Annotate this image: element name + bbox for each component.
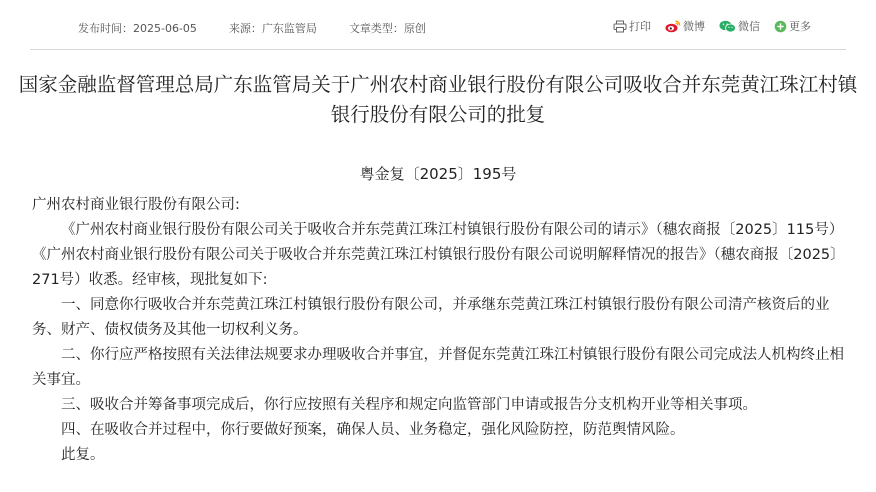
weibo-share-button[interactable] — [665, 18, 705, 34]
wechat-label: 微信 — [738, 20, 760, 33]
share-toolbar — [613, 18, 825, 34]
source-label: 来源： — [228, 22, 262, 35]
closing: 此复。 — [61, 447, 105, 463]
print-label: 打印 — [629, 20, 651, 33]
document-number: 粤金复〔2025〕195号 — [359, 165, 517, 183]
publish-time — [78, 20, 197, 36]
publish-time-label: 发布时间： — [78, 22, 133, 35]
plus-circle-icon — [774, 20, 787, 33]
weibo-icon — [665, 20, 681, 33]
source-value: 广东监管局 — [261, 22, 317, 35]
wechat-share-button[interactable] — [719, 18, 760, 34]
wechat-icon — [719, 20, 736, 33]
printer-icon — [613, 20, 627, 33]
addressee: 广州农村商业银行股份有限公司: — [32, 197, 240, 213]
meta-info — [78, 20, 458, 36]
publish-time-value: 2025-06-05 — [133, 22, 197, 35]
article-meta-bar — [0, 0, 876, 50]
more-label: 更多 — [789, 20, 811, 33]
paragraph: 四、在吸收合并过程中，你行要做好预案，确保人员、业务稳定，强化风险防控，防范舆情风险。 — [61, 422, 685, 438]
source — [229, 20, 317, 36]
paragraph: 《广州农村商业银行股份有限公司关于吸收合并东莞黄江珠江村镇银行股份有限公司的请示》（穗农商报〔2025〕115号）《广州农村商业银行股份有限公司关于吸收合并东莞黄江珠江村镇银行股份有限公司说明解释情况的报告》（穗农商报〔2025〕271号）收悉。经审核，现批复如下: — [32, 222, 845, 288]
weibo-label: 微博 — [683, 20, 705, 33]
article-title: 国家金融监督管理总局广东监管局关于广州农村商业银行股份有限公司吸收合并东莞黄江珠江村镇银行股份有限公司的批复 — [18, 73, 858, 126]
article-type-value: 原创 — [403, 22, 426, 35]
article-type-label: 文章类型： — [348, 22, 404, 35]
article-type — [349, 20, 426, 36]
article-body — [32, 193, 848, 468]
paragraph: 一、同意你行吸收合并东莞黄江珠江村镇银行股份有限公司，并承继东莞黄江珠江村镇银行股份有限公司清产核资后的业务、财产、债权债务及其他一切权利义务。 — [32, 297, 830, 338]
more-share-button[interactable] — [774, 18, 811, 34]
paragraph: 三、吸收合并筹备事项完成后，你行应按照有关程序和规定向监管部门申请或报告分支机构开业等相关事项。 — [61, 397, 757, 413]
paragraph: 二、你行应严格按照有关法律法规要求办理吸收合并事宜，并督促东莞黄江珠江村镇银行股份有限公司完成法人机构终止相关事宜。 — [32, 347, 844, 388]
print-button[interactable] — [613, 18, 651, 34]
header-divider — [30, 49, 846, 50]
